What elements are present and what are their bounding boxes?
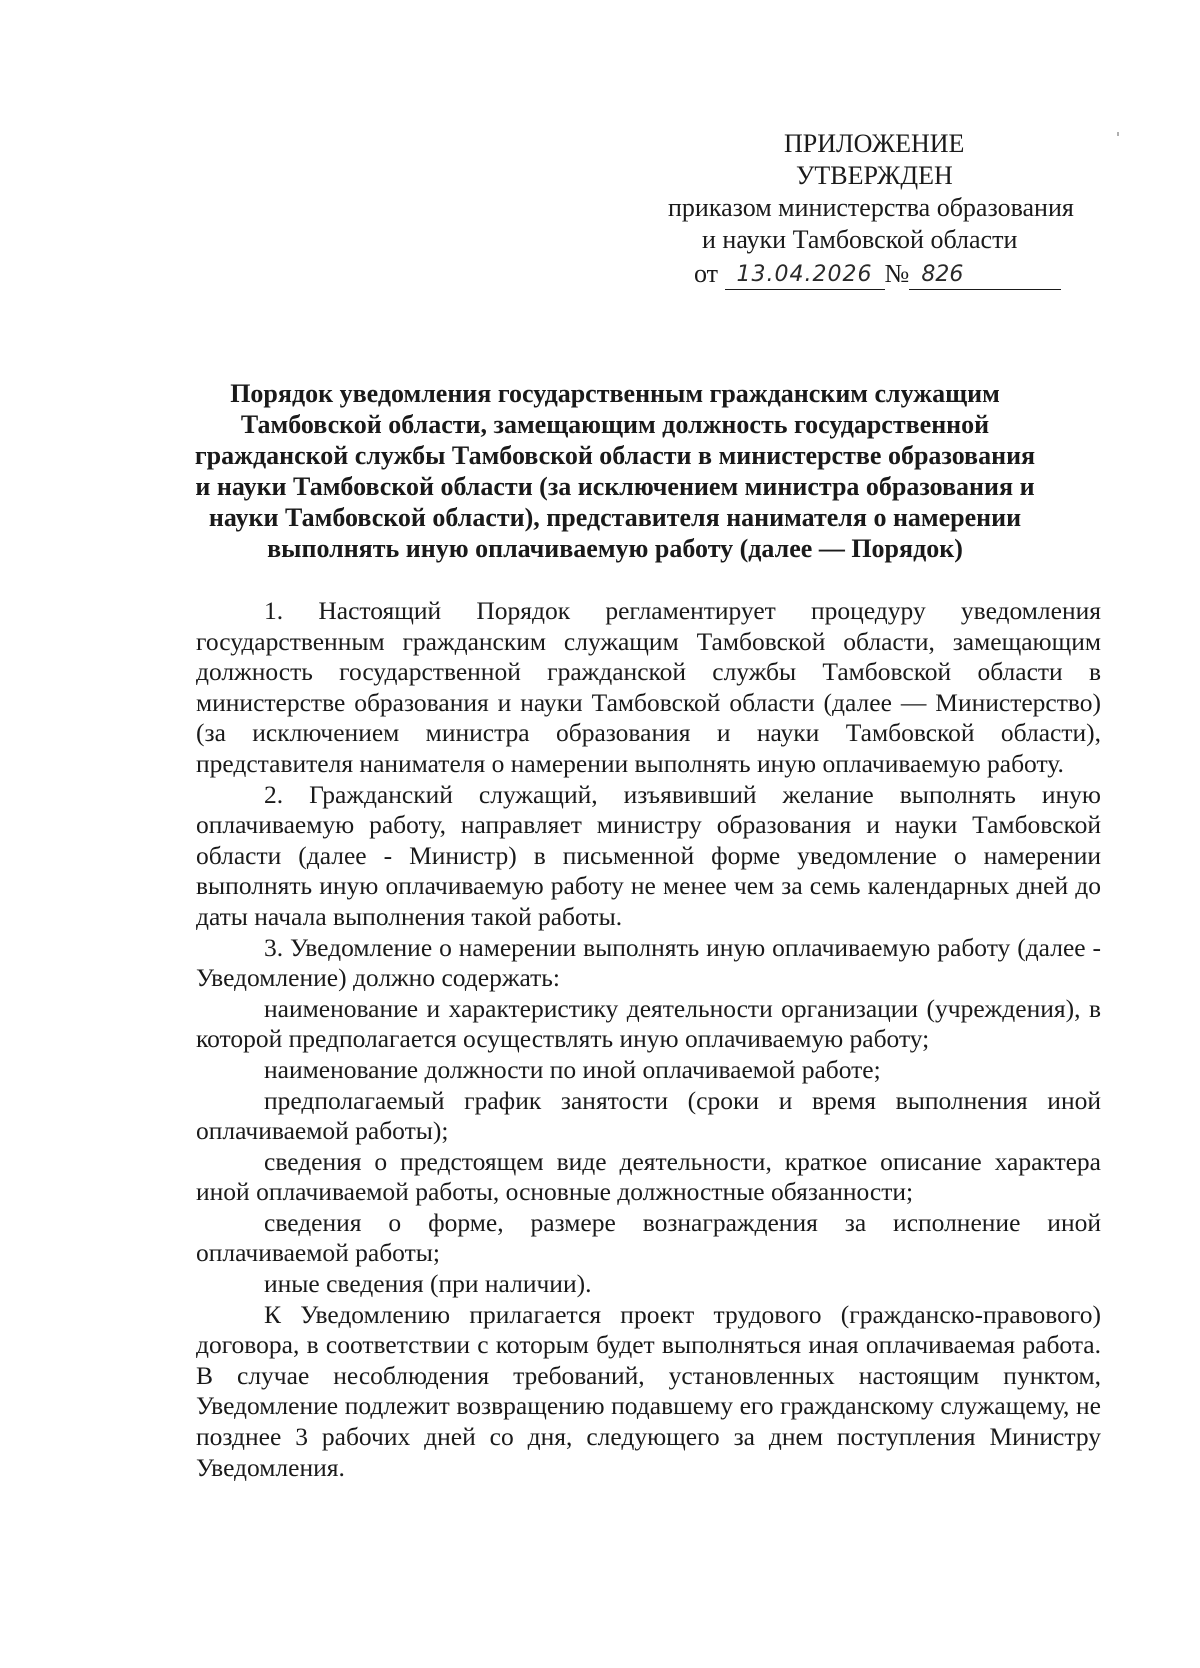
list-item-organization: наименование и характеристику деятельности организации (учреждения), в которой предполагается осуществлять иную оплачиваемую работу; (196, 993, 1101, 1054)
list-item-remuneration: сведения о форме, размере вознаграждения за исполнение иной оплачиваемой работы; (196, 1207, 1101, 1268)
number-sign: № (884, 259, 910, 288)
scan-mark (1117, 132, 1119, 136)
order-line: приказом министерства образования (668, 193, 1074, 222)
ministry-line: и науки Тамбовской области (702, 225, 1018, 254)
document-title: Порядок уведомления государственным гражданским служащим Тамбовской области, замещающим должность государственной гражданской службы Тамбовской области в министерстве образования и науки Тамбовской области (за исключением министра образования и науки Тамбовской области), представителя нанимателя о намерении выполнять иную оплачиваемую работу (далее — Порядок) (194, 379, 1036, 563)
paragraph-2: 2. Гражданский служащий, изъявивший желание выполнять иную оплачиваемую работу, направляет министру образования и науки Тамбовской области (далее - Министр) в письменной форме уведомление о намерении выполнять иную оплачиваемую работу не менее чем за семь календарных дней до даты начала выполнения такой работы. (196, 779, 1101, 931)
date-prefix: от (694, 259, 719, 288)
list-item-schedule: предполагаемый график занятости (сроки и время выполнения иной оплачиваемой работы); (196, 1085, 1101, 1146)
document-body (196, 596, 1101, 1483)
paragraph-attachment: К Уведомлению прилагается проект трудового (гражданско-правового) договора, в соответствии с которым будет выполняться иная оплачиваемая работа. В случае несоблюдения требований, установленных настоящим пунктом, Уведомление подлежит возвращению подавшему его гражданскому служащему, не позднее 3 рабочих дней со дня, следующего за днем поступления Министру Уведомления. (196, 1299, 1101, 1482)
paragraph-1: 1. Настоящий Порядок регламентирует процедуру уведомления государственным гражданским служащим Тамбовской области, замещающим должность государственной гражданской службы Тамбовской области в министерстве образования и науки Тамбовской области (далее — Министерство) (за исключением министра образования и науки Тамбовской области), представителя нанимателя о намерении выполнять иную оплачиваемую работу. (196, 596, 1101, 778)
appendix-label: ПРИЛОЖЕНИЕ (784, 129, 965, 158)
approved-label: УТВЕРЖДЕН (796, 161, 953, 190)
handwritten-date: 13.04.2026 (725, 261, 885, 290)
list-item-activity: сведения о предстоящем виде деятельности, краткое описание характера иной оплачиваемой работы, основные должностные обязанности; (196, 1146, 1101, 1207)
approval-block (668, 128, 1108, 290)
list-item-position: наименование должности по иной оплачиваемой работе; (264, 1054, 881, 1084)
paragraph-3: 3. Уведомление о намерении выполнять иную оплачиваемую работу (далее - Уведомление) должно содержать: (196, 932, 1101, 993)
list-item-other: иные сведения (при наличии). (264, 1269, 592, 1299)
handwritten-number: 826 (909, 261, 1061, 290)
date-number-row (668, 258, 1108, 290)
